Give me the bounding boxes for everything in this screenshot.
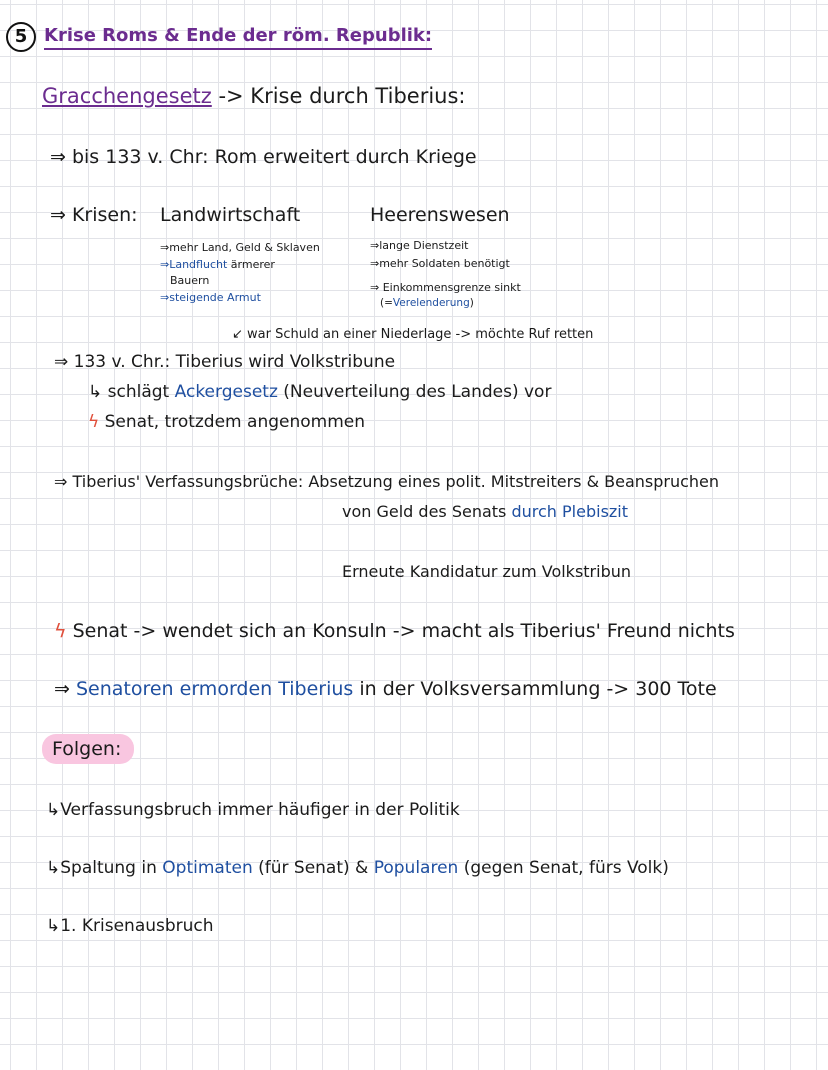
senat-konsul-line — [54, 618, 735, 644]
col2-item-1: ⇒lange Dienstzeit — [370, 239, 469, 252]
col1-item-2-keyword: ⇒Landflucht — [160, 258, 228, 271]
col2-item-3-cont — [380, 297, 474, 310]
section-heading — [42, 82, 465, 110]
col2-item-3-cont-prefix: (= — [380, 297, 393, 309]
col1-item-3: ⇒steigende Armut — [160, 291, 261, 304]
lightning-icon: ϟ — [54, 620, 67, 642]
folgen-item-2-prefix: ↳Spaltung in — [46, 858, 163, 878]
folgen-item-2 — [46, 856, 669, 880]
ackergesetz-prefix: ↳ schlägt — [88, 382, 175, 402]
col1-item-1: ⇒mehr Land, Geld & Sklaven — [160, 241, 320, 254]
murder-line — [54, 676, 717, 702]
note-line-expansion: ⇒ bis 133 v. Chr: Rom erweitert durch Kriege — [50, 146, 477, 168]
folgen-item-2-suffix: (gegen Senat, fürs Volk) — [458, 858, 669, 878]
tribune-line: ⇒ 133 v. Chr.: Tiberius wird Volkstribune — [54, 352, 396, 372]
verfassung-line-1: ⇒ Tiberius' Verfassungsbrüche: Absetzung eines polit. Mitstreiters & Beanspruchen — [54, 472, 720, 491]
col1-item-2-cont: Bauern — [170, 274, 210, 287]
heading-keyword: Gracchengesetz — [42, 84, 212, 108]
verfassung-line-2-keyword: durch Plebiszit — [511, 502, 629, 521]
senat-angenommen-line — [88, 410, 365, 434]
krisen-label: ⇒ Krisen: — [50, 204, 138, 226]
ackergesetz-line — [88, 380, 551, 404]
col2-item-2: ⇒mehr Soldaten benötigt — [370, 257, 510, 270]
section-number: 5 — [6, 22, 36, 52]
col1-item-2-rest: ärmerer — [227, 258, 275, 271]
ackergesetz-keyword: Ackergesetz — [174, 382, 278, 402]
murder-keyword: Senatoren ermorden Tiberius — [75, 678, 354, 700]
col1-item-2 — [160, 257, 275, 272]
annotation-note — [232, 326, 593, 344]
heading-rest: -> Krise durch Tiberius: — [211, 84, 466, 108]
verfassung-line-3: Erneute Kandidatur zum Volkstribun — [342, 562, 632, 581]
senat-angenommen-text: Senat, trotzdem angenommen — [99, 412, 365, 432]
folgen-item-3: ↳1. Krisenausbruch — [46, 916, 214, 936]
senat-konsul-text: Senat -> wendet sich an Konsuln -> macht als Tiberius' Freund nichts — [66, 620, 735, 642]
folgen-item-2-mid: (für Senat) & — [252, 858, 374, 878]
col2-item-3: ⇒ Einkommensgrenze sinkt — [370, 281, 521, 294]
krisen-col1-title: Landwirtschaft — [160, 204, 301, 226]
ackergesetz-suffix: (Neuverteilung des Landes) vor — [277, 382, 552, 402]
murder-prefix: ⇒ — [54, 678, 76, 700]
folgen-item-2-keyword-2: Popularen — [373, 858, 459, 878]
annotation-text: war Schuld an einer Niederlage -> möchte Ruf retten — [247, 327, 594, 342]
verfassung-line-2 — [342, 500, 628, 524]
murder-suffix: in der Volksversammlung -> 300 Tote — [353, 678, 717, 700]
verfassung-line-2-prefix: von Geld des Senats — [342, 502, 512, 521]
folgen-label: Folgen: — [52, 738, 122, 760]
col2-item-3-cont-keyword: Verelenderung — [392, 297, 470, 309]
col2-item-3-cont-suffix: ) — [469, 297, 474, 309]
folgen-item-2-keyword-1: Optimaten — [162, 858, 253, 878]
annotation-hook-icon: ↙ — [232, 327, 243, 342]
krisen-col2-title: Heerenswesen — [370, 204, 510, 226]
lightning-icon: ϟ — [88, 412, 100, 432]
page-title: Krise Roms & Ende der röm. Republik: — [44, 24, 432, 50]
folgen-item-1: ↳Verfassungsbruch immer häufiger in der Politik — [46, 800, 460, 820]
